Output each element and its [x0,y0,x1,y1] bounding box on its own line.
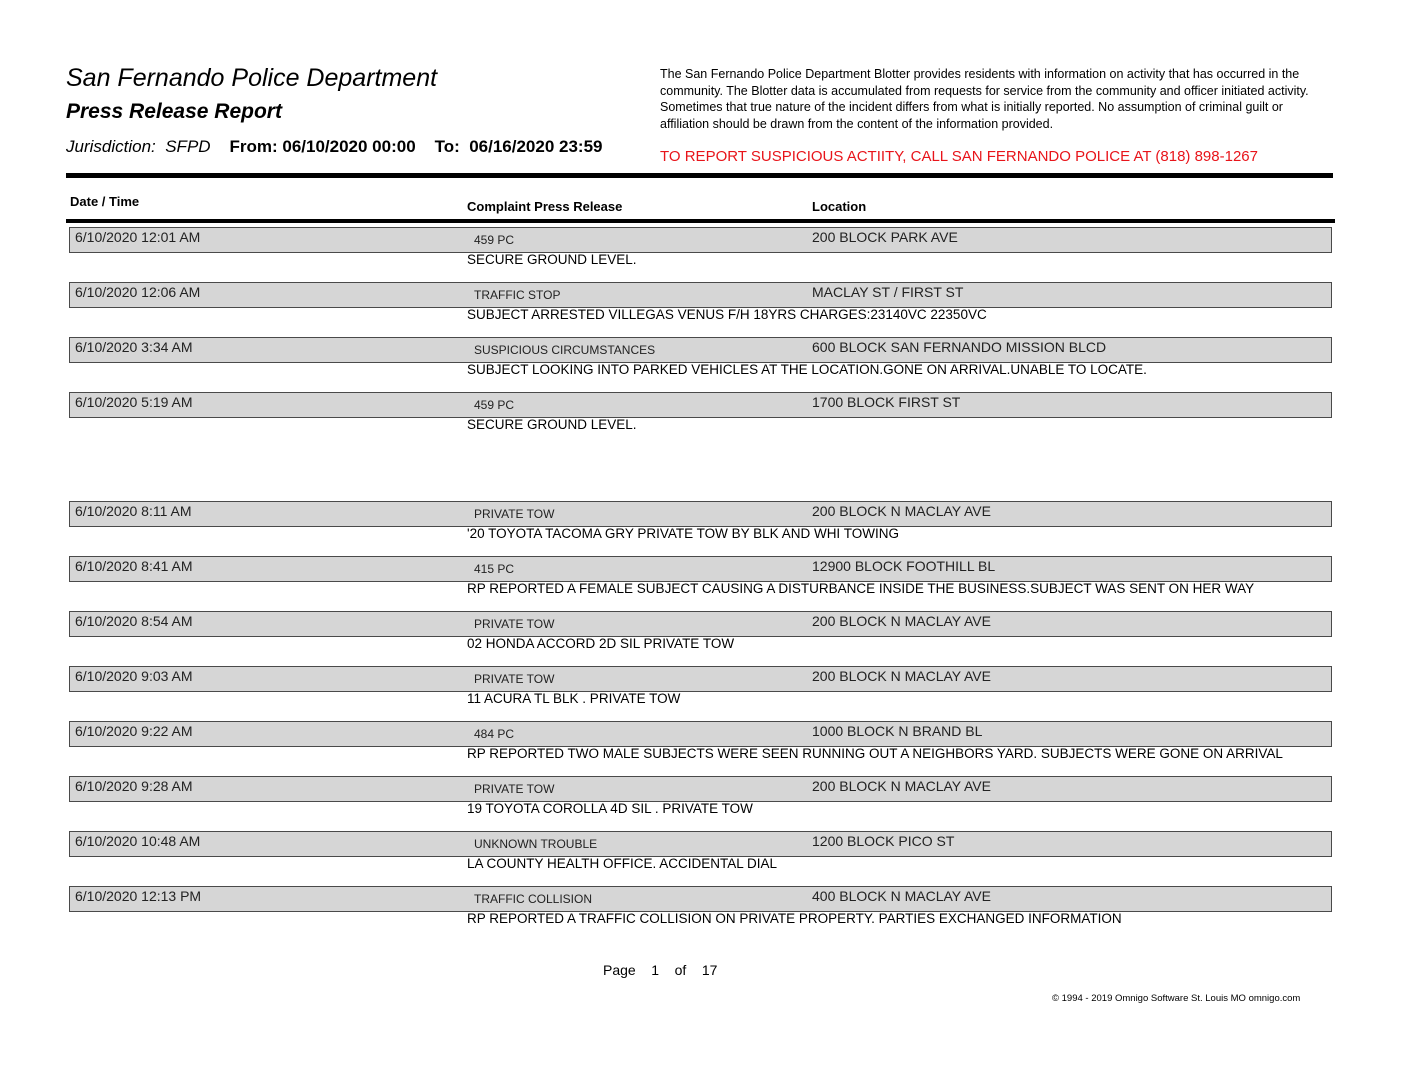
row-narrative: '20 TOYOTA TACOMA GRY PRIVATE TOW BY BLK AND WHI TOWING [467,526,899,541]
row-narrative: SECURE GROUND LEVEL. [467,417,637,432]
row-date-time: 6/10/2020 5:19 AM [75,394,193,410]
table-row [69,886,1332,912]
report-suspicious-notice: TO REPORT SUSPICIOUS ACTIITY, CALL SAN FERNANDO POLICE AT (818) 898-1267 [660,148,1258,165]
page-indicator [603,962,717,978]
to-label: To: [434,137,460,156]
row-complaint: TRAFFIC STOP [474,288,561,302]
from-label: From: [229,137,278,156]
table-row [69,392,1332,418]
page-total: 17 [701,962,718,978]
table-row [69,776,1332,802]
table-row [69,831,1332,857]
row-complaint: UNKNOWN TROUBLE [474,837,598,851]
row-location: 600 BLOCK SAN FERNANDO MISSION BLCD [812,339,1107,355]
row-complaint: 459 PC [474,398,515,412]
table-row [69,556,1332,582]
table-row [69,227,1332,253]
row-location: MACLAY ST / FIRST ST [812,284,964,300]
table-row [69,611,1332,637]
row-narrative: SUBJECT ARRESTED VILLEGAS VENUS F/H 18YRS CHARGES:23140VC 22350VC [467,307,987,322]
row-date-time: 6/10/2020 12:01 AM [75,229,201,245]
row-date-time: 6/10/2020 8:11 AM [75,503,192,519]
page-number: 1 [651,962,660,978]
table-row [69,666,1332,692]
row-date-time: 6/10/2020 12:06 AM [75,284,201,300]
row-location: 400 BLOCK N MACLAY AVE [812,888,991,904]
from-value: 06/10/2020 00:00 [282,137,416,156]
column-header-date-time: Date / Time [70,194,140,209]
row-narrative: 19 TOYOTA COROLLA 4D SIL . PRIVATE TOW [467,801,753,816]
jurisdiction-value: SFPD [165,137,211,156]
copyright-notice: © 1994 - 2019 Omnigo Software St. Louis MO omnigo.com [1052,993,1301,1004]
blotter-disclaimer: The San Fernando Police Department Blotter provides residents with information on activity that has occurred in the community. The Blotter data is accumulated from requests for service from the community and officer initiated activity. Sometimes that true nature of the incident differs from what is initially reported. No assumption of criminal guilt or affiliation should be drawn from the content of the information provided. [660,67,1309,131]
row-complaint: PRIVATE TOW [474,507,555,521]
table-row [69,337,1332,363]
department-title: San Fernando Police Department [66,64,438,92]
row-complaint: 484 PC [474,727,515,741]
row-date-time: 6/10/2020 8:41 AM [75,558,193,574]
row-location: 200 BLOCK PARK AVE [812,229,958,245]
row-date-time: 6/10/2020 9:28 AM [75,778,193,794]
row-narrative: LA COUNTY HEALTH OFFICE. ACCIDENTAL DIAL [467,856,778,871]
report-title: Press Release Report [66,100,282,123]
row-complaint: TRAFFIC COLLISION [474,892,593,906]
column-header-complaint: Complaint Press Release [467,199,623,214]
table-row [69,282,1332,308]
column-header-divider [66,219,1335,223]
to-value: 06/16/2020 23:59 [469,137,603,156]
row-complaint: PRIVATE TOW [474,672,555,686]
row-location: 200 BLOCK N MACLAY AVE [812,668,991,684]
page-label: Page [603,962,636,978]
row-date-time: 6/10/2020 12:13 PM [75,888,202,904]
row-location: 1700 BLOCK FIRST ST [812,394,961,410]
row-location: 200 BLOCK N MACLAY AVE [812,613,991,629]
row-complaint: 415 PC [474,562,515,576]
row-narrative: SECURE GROUND LEVEL. [467,252,637,267]
of-label: of [674,962,687,978]
table-row [69,721,1332,747]
row-location: 1000 BLOCK N BRAND BL [812,723,983,739]
row-date-time: 6/10/2020 3:34 AM [75,339,193,355]
row-narrative: RP REPORTED A TRAFFIC COLLISION ON PRIVATE PROPERTY. PARTIES EXCHANGED INFORMATION [467,911,1122,926]
row-narrative: RP REPORTED A FEMALE SUBJECT CAUSING A DISTURBANCE INSIDE THE BUSINESS.SUBJECT WAS SENT ON HER WAY [467,581,1255,596]
jurisdiction-line [66,137,603,157]
row-location: 200 BLOCK N MACLAY AVE [812,778,991,794]
row-complaint: SUSPICIOUS CIRCUMSTANCES [474,343,656,357]
column-header-location: Location [812,199,867,214]
row-location: 200 BLOCK N MACLAY AVE [812,503,991,519]
row-location: 12900 BLOCK FOOTHILL BL [812,558,996,574]
row-date-time: 6/10/2020 8:54 AM [75,613,193,629]
row-complaint: PRIVATE TOW [474,617,555,631]
row-date-time: 6/10/2020 9:22 AM [75,723,193,739]
row-narrative: 11 ACURA TL BLK . PRIVATE TOW [467,691,681,706]
row-location: 1200 BLOCK PICO ST [812,833,955,849]
row-narrative: 02 HONDA ACCORD 2D SIL PRIVATE TOW [467,636,735,651]
row-narrative: RP REPORTED TWO MALE SUBJECTS WERE SEEN RUNNING OUT A NEIGHBORS YARD. SUBJECTS WERE GONE ON ARRIVAL [467,746,1283,761]
row-complaint: 459 PC [474,233,515,247]
row-date-time: 6/10/2020 9:03 AM [75,668,193,684]
table-row [69,501,1332,527]
row-date-time: 6/10/2020 10:48 AM [75,833,201,849]
jurisdiction-label: Jurisdiction: [66,137,156,156]
row-complaint: PRIVATE TOW [474,782,555,796]
header-divider [66,173,1333,178]
row-narrative: SUBJECT LOOKING INTO PARKED VEHICLES AT THE LOCATION.GONE ON ARRIVAL.UNABLE TO LOCATE. [467,362,1147,377]
